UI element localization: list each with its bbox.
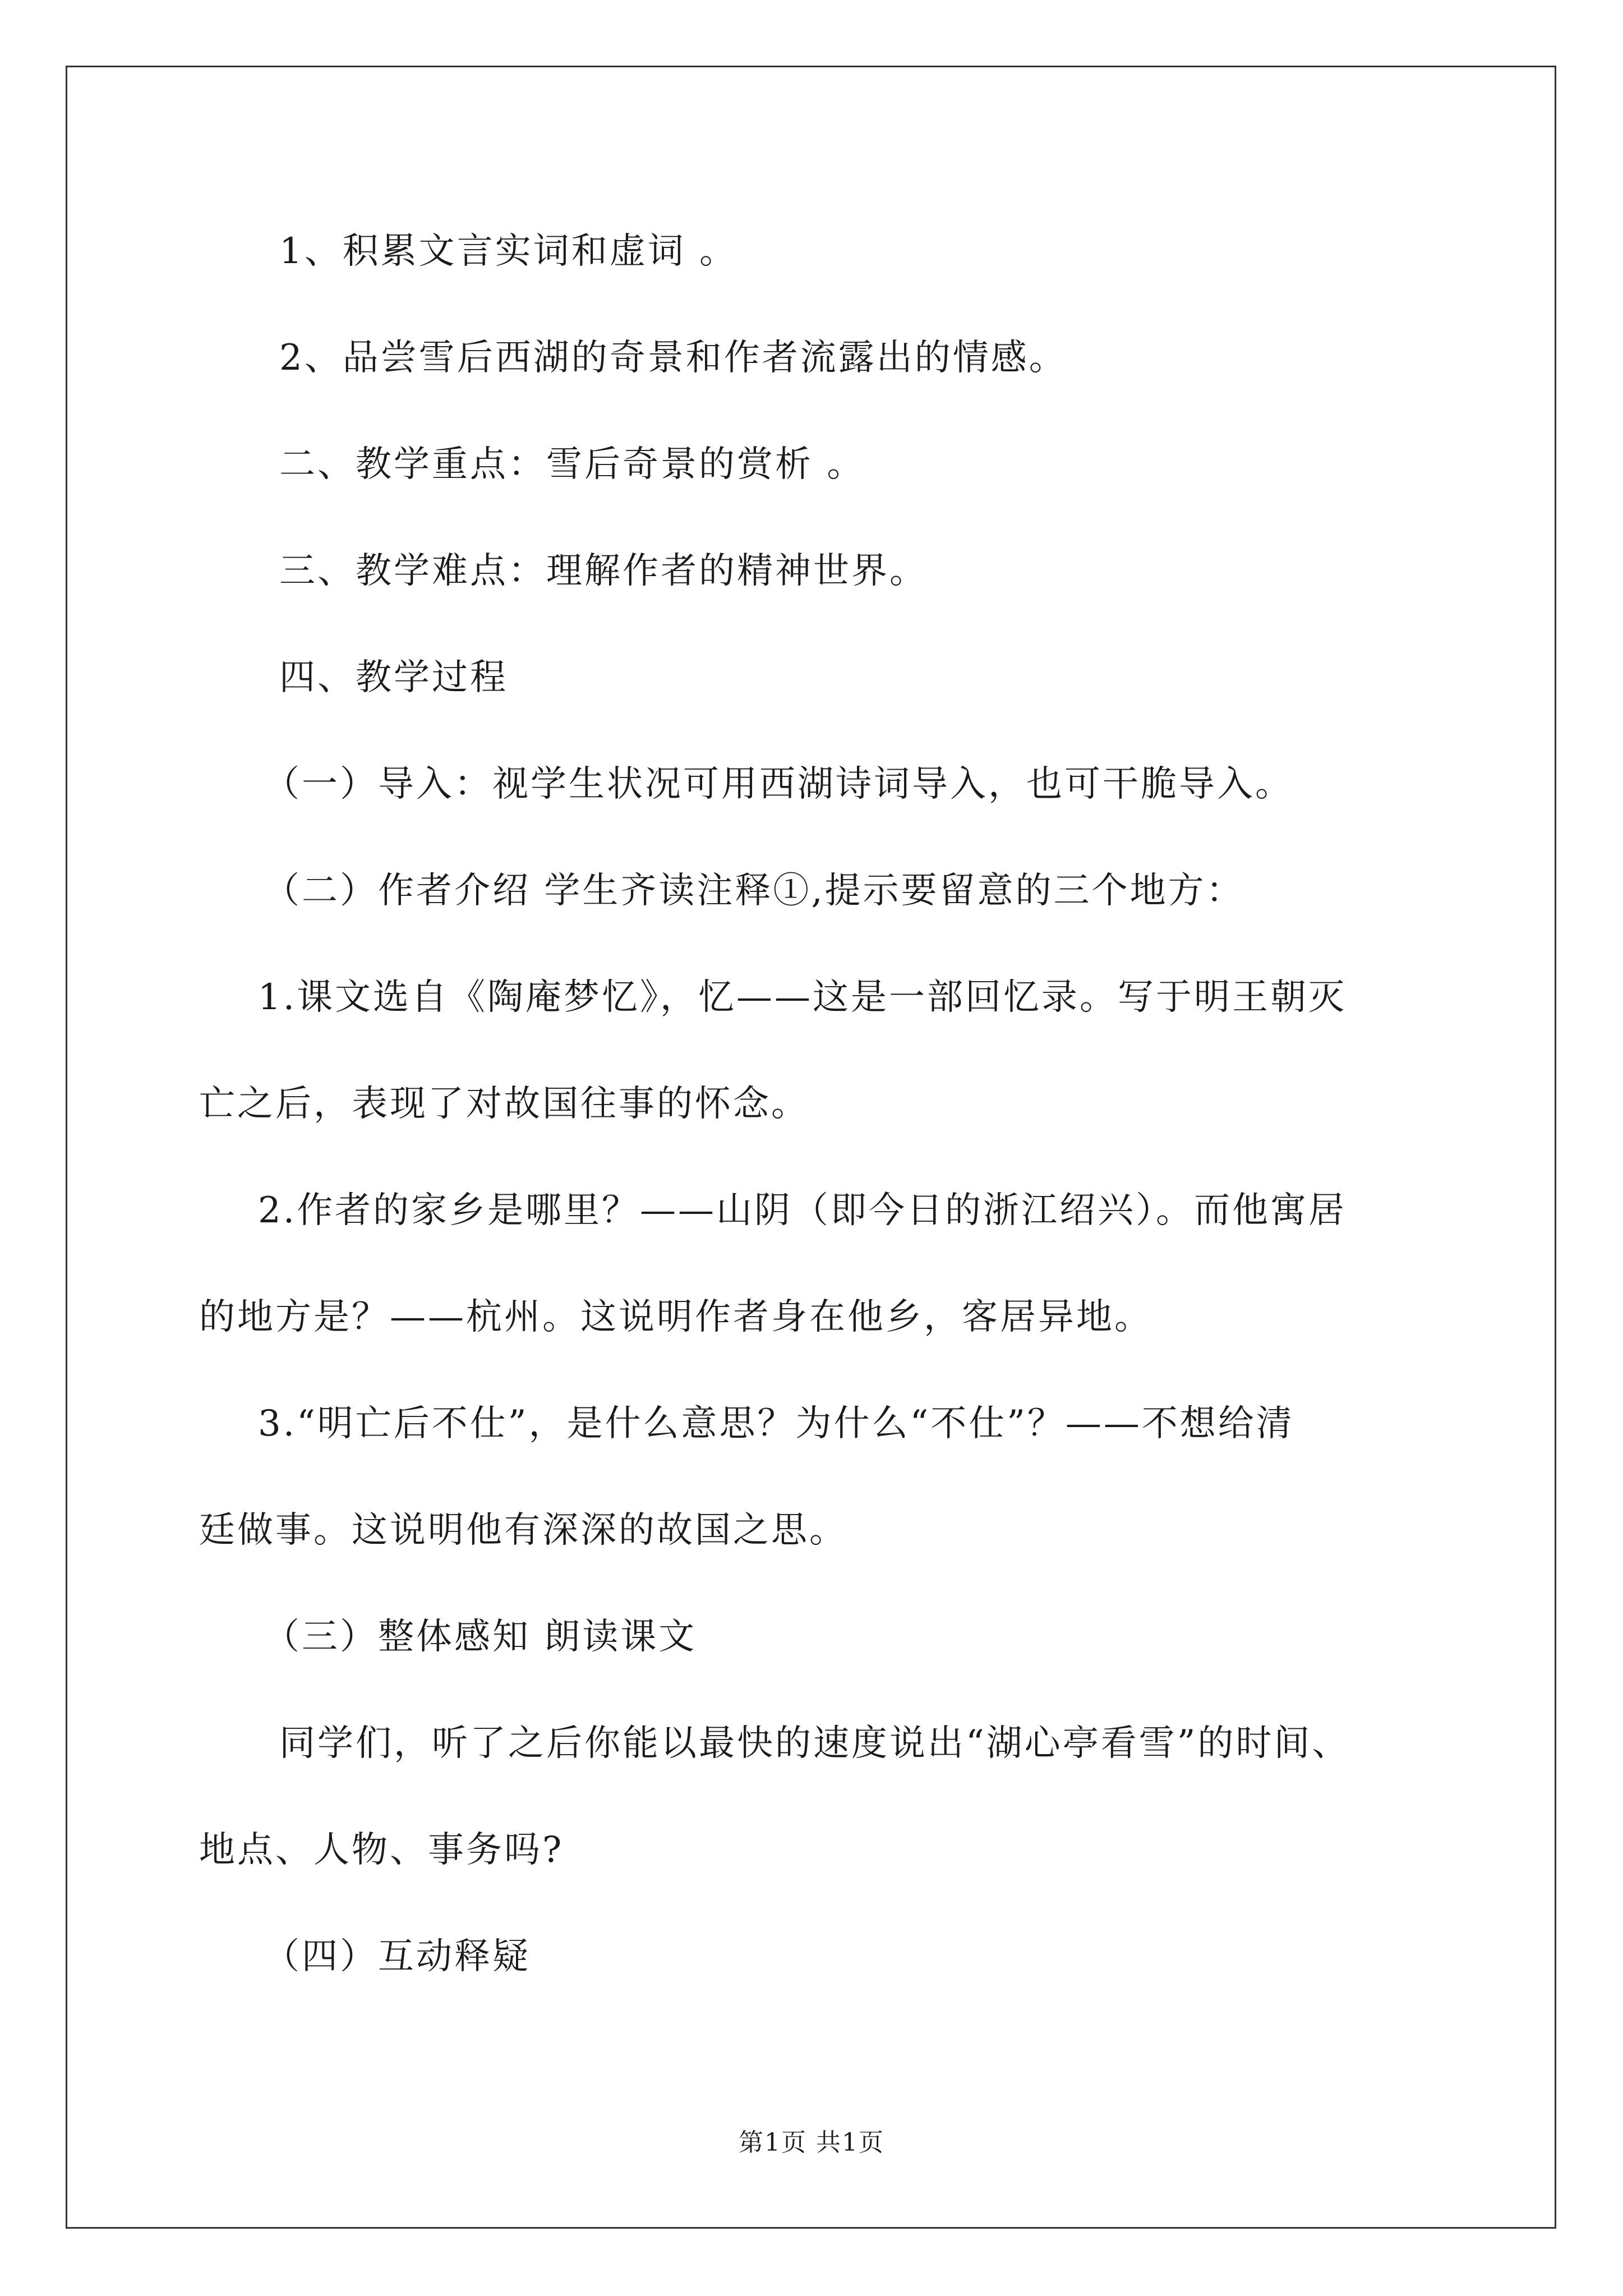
text-line: 2.作者的家乡是哪里？——山阴（即今日的浙江绍兴）。而他寓居 (258, 1190, 1347, 1231)
text-line: 2、品尝雪后西湖的奇景和作者流露出的情感。 (279, 337, 1067, 379)
text-line: 地点、人物、事务吗? (199, 1829, 564, 1871)
section-heading: 四、教学过程 (279, 657, 508, 698)
section-heading: 二、教学重点：雪后奇景的赏析 。 (279, 444, 865, 485)
text-line: （二）作者介绍 学生齐读注释①,提示要留意的三个地方： (264, 870, 1244, 912)
text-line: 同学们，听了之后你能以最快的速度说出“湖心亭看雪”的时间、 (279, 1723, 1350, 1764)
section-heading: 三、教学难点：理解作者的精神世界。 (279, 550, 928, 592)
text-line: （四）互动释疑 (264, 1936, 531, 1977)
text-line: 的地方是？——杭州。这说明作者身在他乡，客居异地。 (199, 1296, 1152, 1338)
page-border (66, 66, 1556, 2229)
text-line: （一）导入：视学生状况可用西湖诗词导入，也可干脆导入。 (264, 763, 1293, 805)
text-line: 1、积累文言实词和虚词 。 (279, 231, 738, 272)
page-footer: 第1页 共1页 (739, 2128, 884, 2157)
text-line: 1.课文选自《陶庵梦忆》，忆——这是一部回忆录。写于明王朝灭 (258, 977, 1347, 1018)
text-line: （三）整体感知 朗读课文 (264, 1616, 697, 1658)
text-line: 亡之后，表现了对故国往事的怀念。 (199, 1083, 809, 1125)
text-line: 3.“明亡后不仕”，是什么意思？为什么“不仕”？——不想给清 (258, 1403, 1294, 1444)
text-line: 廷做事。这说明他有深深的故国之思。 (199, 1510, 847, 1551)
